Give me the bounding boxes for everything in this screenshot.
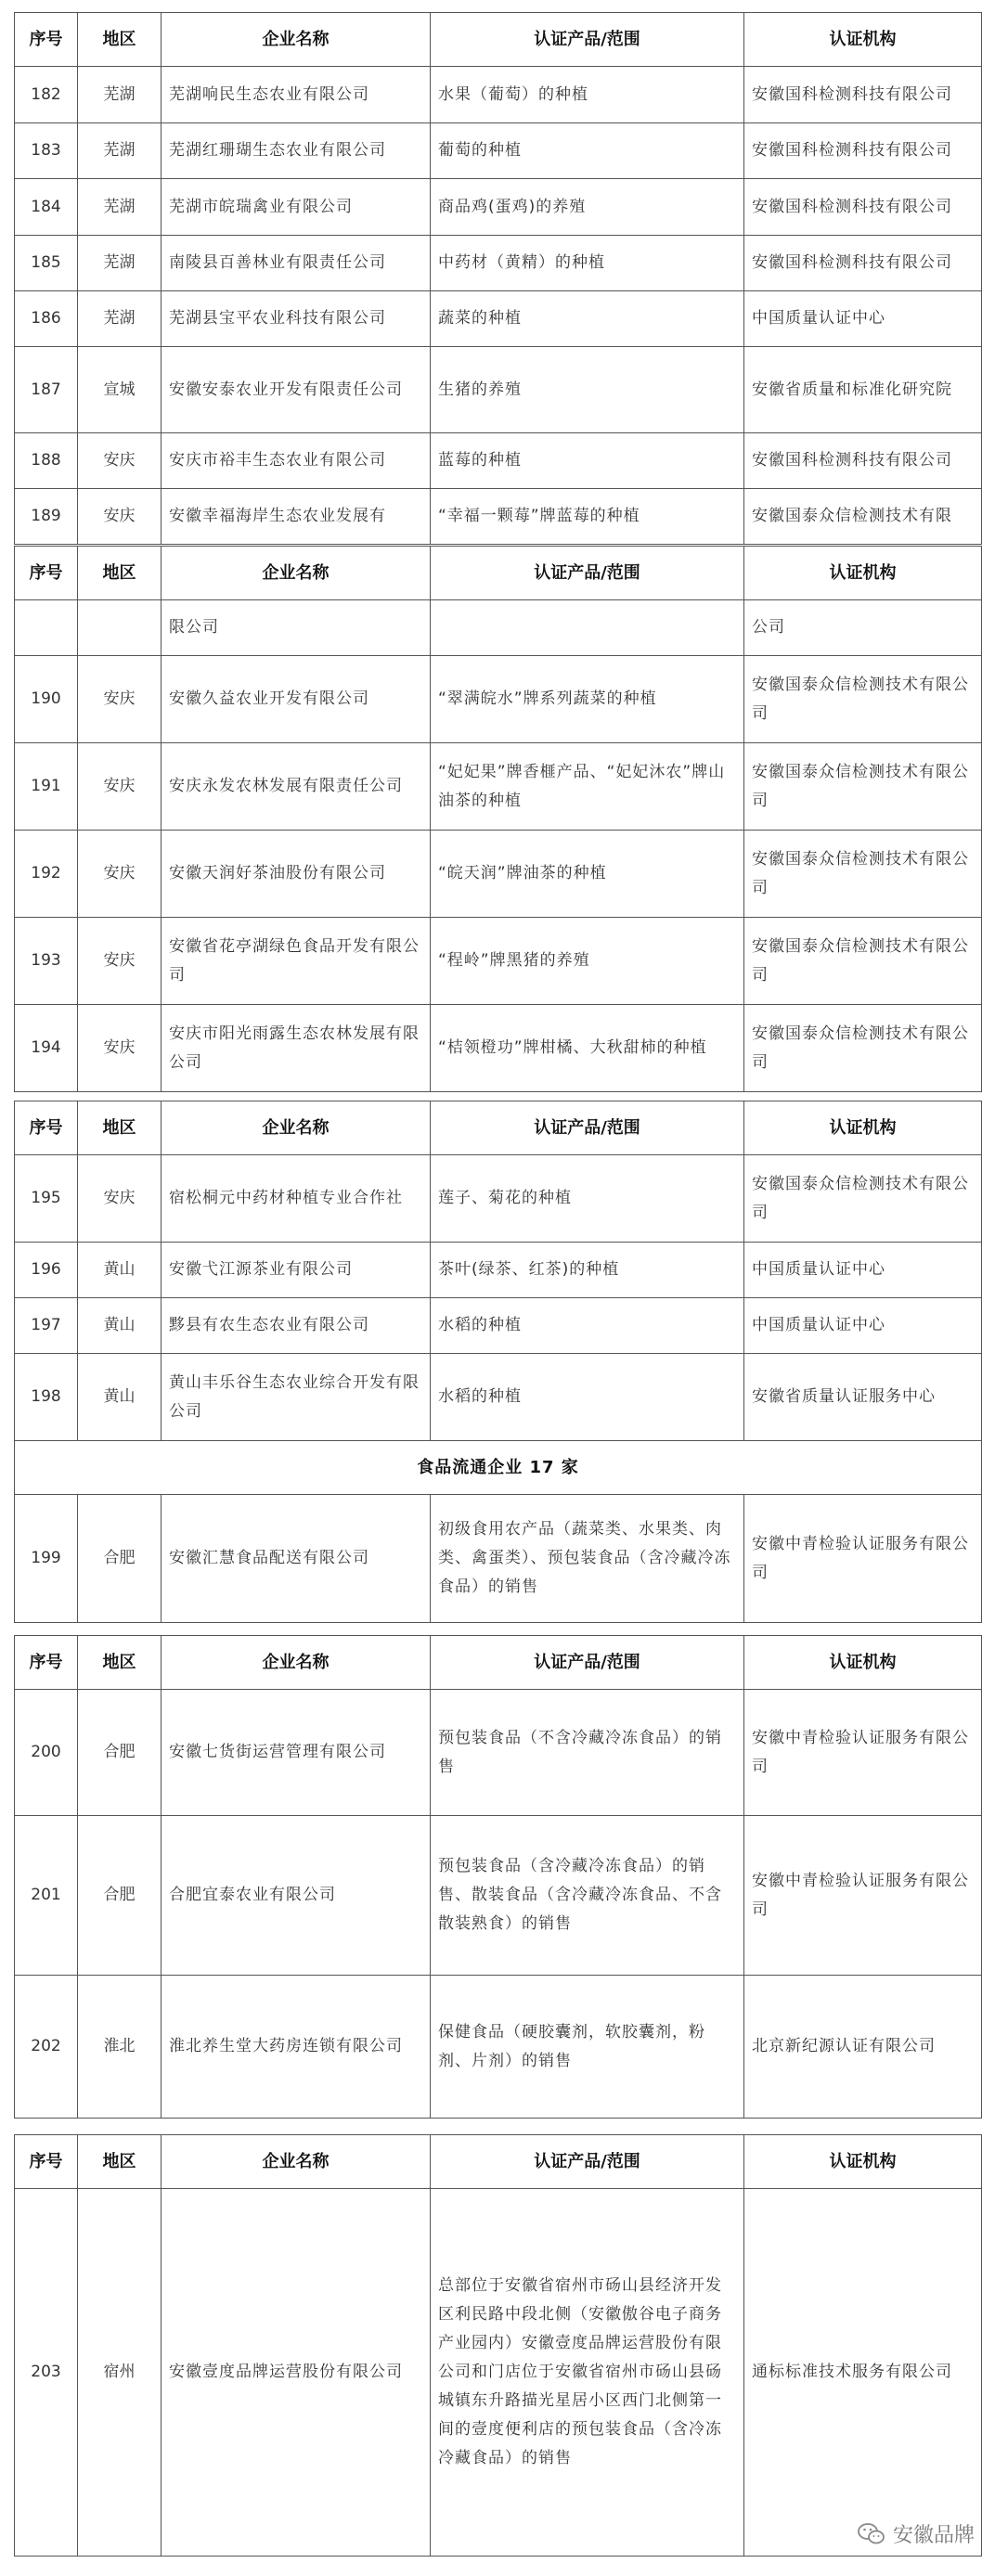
header-row bbox=[15, 1101, 982, 1155]
cell-region: 芜湖 bbox=[78, 236, 162, 291]
cell-agency: 通标标准技术服务有限公司 bbox=[744, 2189, 982, 2557]
cell-company: 芜湖市皖瑞禽业有限公司 bbox=[162, 179, 431, 236]
cell-seq: 195 bbox=[15, 1155, 78, 1243]
cell-company: 芜湖红珊瑚生态农业有限公司 bbox=[162, 123, 431, 179]
watermark bbox=[858, 2519, 975, 2548]
cell-agency: 安徽国科检测科技有限公司 bbox=[744, 236, 982, 291]
cell-company: 合肥宜泰农业有限公司 bbox=[162, 1816, 431, 1976]
cell-scope: 中药材（黄精）的种植 bbox=[431, 236, 744, 291]
cell-agency: 安徽国泰众信检测技术有限公司 bbox=[744, 1005, 982, 1092]
header-region: 地区 bbox=[78, 1101, 162, 1155]
cell-agency: 安徽省质量认证服务中心 bbox=[744, 1354, 982, 1441]
cell-company: 安庆永发农林发展有限责任公司 bbox=[162, 743, 431, 831]
cell-company: 黟县有农生态农业有限公司 bbox=[162, 1298, 431, 1354]
header-region: 地区 bbox=[78, 1636, 162, 1690]
header-company: 企业名称 bbox=[162, 1636, 431, 1690]
cell-company: 淮北养生堂大药房连锁有限公司 bbox=[162, 1976, 431, 2119]
cell-region: 安庆 bbox=[78, 918, 162, 1005]
cell-region: 合肥 bbox=[78, 1690, 162, 1816]
header-seq: 序号 bbox=[15, 1101, 78, 1155]
cell-region bbox=[78, 600, 162, 656]
section-row bbox=[15, 1441, 982, 1495]
cell-company: 安徽安泰农业开发有限责任公司 bbox=[162, 347, 431, 433]
header-company: 企业名称 bbox=[162, 2135, 431, 2189]
cell-region: 宣城 bbox=[78, 347, 162, 433]
cell-seq: 202 bbox=[15, 1976, 78, 2119]
table-row bbox=[15, 918, 982, 1005]
cell-agency: 安徽国科检测科技有限公司 bbox=[744, 179, 982, 236]
header-agency: 认证机构 bbox=[744, 547, 982, 600]
cell-scope: 莲子、菊花的种植 bbox=[431, 1155, 744, 1243]
cell-company: 芜湖响民生态农业有限公司 bbox=[162, 67, 431, 123]
cell-seq: 193 bbox=[15, 918, 78, 1005]
table-row bbox=[15, 1495, 982, 1623]
header-seq: 序号 bbox=[15, 547, 78, 600]
table-row bbox=[15, 179, 982, 236]
header-region: 地区 bbox=[78, 2135, 162, 2189]
table-row bbox=[15, 1690, 982, 1816]
cell-scope: 蔬菜的种植 bbox=[431, 291, 744, 347]
cell-scope bbox=[431, 600, 744, 656]
cell-company: 安徽汇慧食品配送有限公司 bbox=[162, 1495, 431, 1623]
table-row bbox=[15, 1243, 982, 1298]
cell-company: 黄山丰乐谷生态农业综合开发有限公司 bbox=[162, 1354, 431, 1441]
table-row bbox=[15, 347, 982, 433]
header-agency: 认证机构 bbox=[744, 1636, 982, 1690]
cell-scope: “皖天润”牌油茶的种植 bbox=[431, 831, 744, 918]
cell-scope: 茶叶(绿茶、红茶)的种植 bbox=[431, 1243, 744, 1298]
cell-seq: 199 bbox=[15, 1495, 78, 1623]
cell-region: 安庆 bbox=[78, 743, 162, 831]
cell-agency: 安徽国泰众信检测技术有限公司 bbox=[744, 743, 982, 831]
cert-table-5 bbox=[14, 2134, 982, 2557]
header-region: 地区 bbox=[78, 547, 162, 600]
table-row bbox=[15, 1354, 982, 1441]
cell-region: 芜湖 bbox=[78, 67, 162, 123]
cell-scope: 初级食用农产品（蔬菜类、水果类、肉类、禽蛋类）、预包装食品（含冷藏冷冻食品）的销售 bbox=[431, 1495, 744, 1623]
header-scope: 认证产品/范围 bbox=[431, 13, 744, 67]
header-agency: 认证机构 bbox=[744, 1101, 982, 1155]
cell-scope: “妃妃果”牌香榧产品、“妃妃沐农”牌山油茶的种植 bbox=[431, 743, 744, 831]
table-row bbox=[15, 743, 982, 831]
cell-region: 安庆 bbox=[78, 1155, 162, 1243]
cell-agency: 安徽国泰众信检测技术有限公司 bbox=[744, 1155, 982, 1243]
cell-company: 安徽久益农业开发有限公司 bbox=[162, 656, 431, 743]
cell-seq: 188 bbox=[15, 433, 78, 489]
table-row bbox=[15, 489, 982, 545]
header-company: 企业名称 bbox=[162, 13, 431, 67]
cell-region: 淮北 bbox=[78, 1976, 162, 2119]
cell-seq: 189 bbox=[15, 489, 78, 545]
cell-scope: “桔领橙功”牌柑橘、大秋甜柿的种植 bbox=[431, 1005, 744, 1092]
cert-table-3 bbox=[14, 1101, 982, 1623]
header-region: 地区 bbox=[78, 13, 162, 67]
cell-seq: 200 bbox=[15, 1690, 78, 1816]
cert-table-1 bbox=[14, 12, 982, 545]
header-seq: 序号 bbox=[15, 13, 78, 67]
cell-scope: 葡萄的种植 bbox=[431, 123, 744, 179]
cell-region: 合肥 bbox=[78, 1816, 162, 1976]
cell-seq: 190 bbox=[15, 656, 78, 743]
cell-seq: 203 bbox=[15, 2189, 78, 2557]
cell-company: 安庆市阳光雨露生态农林发展有限公司 bbox=[162, 1005, 431, 1092]
header-agency: 认证机构 bbox=[744, 13, 982, 67]
cell-agency: 安徽国科检测科技有限公司 bbox=[744, 433, 982, 489]
cert-table-2 bbox=[14, 546, 982, 1092]
cell-seq: 183 bbox=[15, 123, 78, 179]
cell-company: 安徽壹度品牌运营股份有限公司 bbox=[162, 2189, 431, 2557]
table-row bbox=[15, 433, 982, 489]
cell-region: 宿州 bbox=[78, 2189, 162, 2557]
cell-company: 南陵县百善林业有限责任公司 bbox=[162, 236, 431, 291]
cell-agency: 安徽中青检验认证服务有限公司 bbox=[744, 1495, 982, 1623]
cell-agency: 安徽中青检验认证服务有限公司 bbox=[744, 1816, 982, 1976]
cell-agency: 中国质量认证中心 bbox=[744, 1243, 982, 1298]
cell-seq: 184 bbox=[15, 179, 78, 236]
cell-region: 合肥 bbox=[78, 1495, 162, 1623]
table-row bbox=[15, 1816, 982, 1976]
header-company: 企业名称 bbox=[162, 1101, 431, 1155]
cell-agency: 北京新纪源认证有限公司 bbox=[744, 1976, 982, 2119]
cell-scope: 商品鸡(蛋鸡)的养殖 bbox=[431, 179, 744, 236]
cell-company: 安徽七货街运营管理有限公司 bbox=[162, 1690, 431, 1816]
header-seq: 序号 bbox=[15, 2135, 78, 2189]
cell-scope: “幸福一颗莓”牌蓝莓的种植 bbox=[431, 489, 744, 545]
cell-scope: 保健食品（硬胶囊剂，软胶囊剂，粉剂、片剂）的销售 bbox=[431, 1976, 744, 2119]
cell-seq: 194 bbox=[15, 1005, 78, 1092]
cell-agency: 安徽中青检验认证服务有限公司 bbox=[744, 1690, 982, 1816]
cell-scope: 水稻的种植 bbox=[431, 1354, 744, 1441]
header-scope: 认证产品/范围 bbox=[431, 1101, 744, 1155]
header-scope: 认证产品/范围 bbox=[431, 547, 744, 600]
cell-scope: “程岭”牌黑猪的养殖 bbox=[431, 918, 744, 1005]
cell-company: 安徽省花亭湖绿色食品开发有限公司 bbox=[162, 918, 431, 1005]
cell-region: 安庆 bbox=[78, 433, 162, 489]
cell-seq: 187 bbox=[15, 347, 78, 433]
header-scope: 认证产品/范围 bbox=[431, 2135, 744, 2189]
table-row bbox=[15, 831, 982, 918]
cell-seq bbox=[15, 600, 78, 656]
header-scope: 认证产品/范围 bbox=[431, 1636, 744, 1690]
cell-agency: 安徽国科检测科技有限公司 bbox=[744, 123, 982, 179]
table-row bbox=[15, 1155, 982, 1243]
cell-agency: 安徽国科检测科技有限公司 bbox=[744, 67, 982, 123]
watermark-text: 安徽品牌 bbox=[892, 2524, 975, 2547]
header-row bbox=[15, 1636, 982, 1690]
cell-scope: 预包装食品（不含冷藏冷冻食品）的销售 bbox=[431, 1690, 744, 1816]
cell-agency: 安徽省质量和标准化研究院 bbox=[744, 347, 982, 433]
header-row bbox=[15, 13, 982, 67]
header-company: 企业名称 bbox=[162, 547, 431, 600]
cert-table-4 bbox=[14, 1635, 982, 2119]
cell-seq: 198 bbox=[15, 1354, 78, 1441]
header-row bbox=[15, 547, 982, 600]
cell-seq: 191 bbox=[15, 743, 78, 831]
cell-region: 安庆 bbox=[78, 656, 162, 743]
cell-seq: 192 bbox=[15, 831, 78, 918]
cell-scope: “翠满皖水”牌系列蔬菜的种植 bbox=[431, 656, 744, 743]
cell-company: 安庆市裕丰生态农业有限公司 bbox=[162, 433, 431, 489]
cell-agency: 安徽国泰众信检测技术有限公司 bbox=[744, 918, 982, 1005]
cell-agency: 安徽国泰众信检测技术有限公司 bbox=[744, 831, 982, 918]
cell-company: 限公司 bbox=[162, 600, 431, 656]
cell-region: 芜湖 bbox=[78, 291, 162, 347]
cell-scope: 水稻的种植 bbox=[431, 1298, 744, 1354]
cell-company: 芜湖县宝平农业科技有限公司 bbox=[162, 291, 431, 347]
table-row bbox=[15, 1976, 982, 2119]
table-row bbox=[15, 291, 982, 347]
table-row bbox=[15, 600, 982, 656]
table-row bbox=[15, 236, 982, 291]
table-row bbox=[15, 1005, 982, 1092]
table-row bbox=[15, 2189, 982, 2557]
cell-seq: 182 bbox=[15, 67, 78, 123]
cell-scope: 总部位于安徽省宿州市砀山县经济开发区利民路中段北侧（安徽傲谷电子商务产业园内）安徽壹度品牌运营股份有限公司和门店位于安徽省宿州市砀山县砀城镇东升路描光星居小区西门北侧第一间的壹度便利店的预包装食品（含冷冻冷藏食品）的销售 bbox=[431, 2189, 744, 2557]
cell-region: 安庆 bbox=[78, 489, 162, 545]
cell-company: 宿松桐元中药材种植专业合作社 bbox=[162, 1155, 431, 1243]
cell-scope: 生猪的养殖 bbox=[431, 347, 744, 433]
cell-company: 安徽幸福海岸生态农业发展有 bbox=[162, 489, 431, 545]
table-row bbox=[15, 656, 982, 743]
cell-agency: 中国质量认证中心 bbox=[744, 291, 982, 347]
table-row bbox=[15, 67, 982, 123]
cell-agency: 安徽国泰众信检测技术有限公司 bbox=[744, 656, 982, 743]
cell-company: 安徽弋江源茶业有限公司 bbox=[162, 1243, 431, 1298]
header-seq: 序号 bbox=[15, 1636, 78, 1690]
cell-seq: 185 bbox=[15, 236, 78, 291]
cell-agency: 中国质量认证中心 bbox=[744, 1298, 982, 1354]
cell-region: 黄山 bbox=[78, 1354, 162, 1441]
cell-region: 黄山 bbox=[78, 1298, 162, 1354]
cell-seq: 186 bbox=[15, 291, 78, 347]
cell-company: 安徽天润好茶油股份有限公司 bbox=[162, 831, 431, 918]
cell-region: 芜湖 bbox=[78, 179, 162, 236]
wechat-icon bbox=[858, 2522, 885, 2546]
cell-region: 黄山 bbox=[78, 1243, 162, 1298]
cell-scope: 蓝莓的种植 bbox=[431, 433, 744, 489]
cell-seq: 196 bbox=[15, 1243, 78, 1298]
table-row bbox=[15, 1298, 982, 1354]
section-title: 食品流通企业 17 家 bbox=[15, 1441, 982, 1495]
cell-region: 芜湖 bbox=[78, 123, 162, 179]
cell-seq: 201 bbox=[15, 1816, 78, 1976]
cell-region: 安庆 bbox=[78, 831, 162, 918]
cell-seq: 197 bbox=[15, 1298, 78, 1354]
cell-region: 安庆 bbox=[78, 1005, 162, 1092]
cell-scope: 水果（葡萄）的种植 bbox=[431, 67, 744, 123]
cell-agency: 安徽国泰众信检测技术有限 bbox=[744, 489, 982, 545]
table-row bbox=[15, 123, 982, 179]
cell-scope: 预包装食品（含冷藏冷冻食品）的销售、散装食品（含冷藏冷冻食品、不含散装熟食）的销售 bbox=[431, 1816, 744, 1976]
header-agency: 认证机构 bbox=[744, 2135, 982, 2189]
cell-agency: 公司 bbox=[744, 600, 982, 656]
header-row bbox=[15, 2135, 982, 2189]
